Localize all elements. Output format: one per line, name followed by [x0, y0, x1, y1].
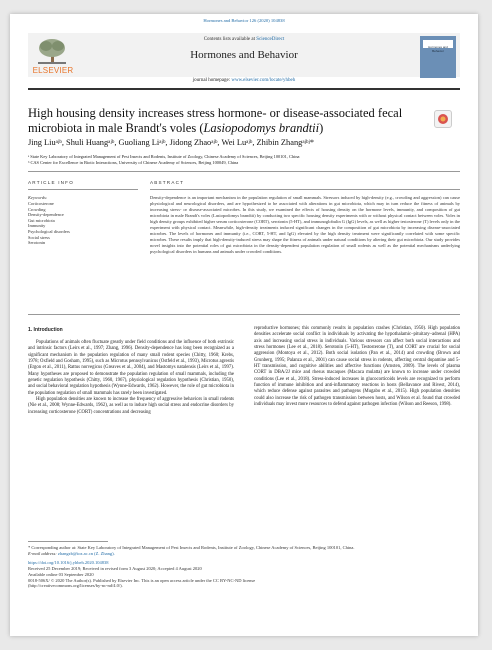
corresponding-author-note: * Corresponding author at: State Key Laboratory of Integrated Management of Pest Insects and Rodents, Institute of Zoology, Chinese Academy of Sciences, Beijing 100101, China.	[28, 545, 355, 550]
abstract-text: Density-dependence is an important mechanism in the population regulation of small mammals. Stressors induced by high-density (e.g., crowding and aggression) can cause physiological and neurological disorders, and are hypothesized to be associated with alterations in gut microbiota, which may in turn reduce the fitness of animals by increasing stress- or disease-associated microbes. In this study, we examined the effects of housing density on the hormone levels, immunity, and composition of gut microbiota in male Brandt's voles (Lasiopodomys brandtii) by conducting two specific housing density experiments with or without physical contact between voles. Voles in high density groups exhibited higher serum corticosterone (CORT), serotonin (5-HT), and immunoglobulin G (IgG) levels, as well as higher testosterone (T) levels only in the experiment with physical contact. Meanwhile, high-density treatments induced significant changes in the composition of gut microbiota by increasing disease-associated microbes. The levels of hormones and immunity (i.e., CORT, 5-HT, and IgG) elevated by the high density treatment were significantly correlated with some specific microbes. These results imply that high-density-induced stress may shape the fitness of animals under natural conditions by altering their gut microbiota. Our study provides novel insights into the potential roles of gut microbiota in the density-dependent population regulation of small rodents as well as the potential mechanisms underlying psychological disorders in humans and animals under crowded conditions.	[150, 195, 460, 255]
keyword: Corticosterone	[28, 201, 54, 206]
keyword: Immunity	[28, 223, 46, 229]
journal-name: Hormones and Behavior	[190, 49, 298, 61]
received-dates: Received 25 December 2019; Received in revised form 3 August 2020; Accepted 4 August 2020	[28, 565, 202, 571]
body-paragraph: Populations of animals often fluctuate greatly under field conditions and the influence of both extrinsic and intrinsic factors (Leirs et al., 1997; Zhang, 1996). Density-dependence has long been recognized as a significant mechanism in the population regulation of many small rodent species (Chitty, 1960; Krebs, 1978; Oxfield and Gosham, 1995), such as Microtus pennsylvanicus (Ostfeld et al., 1993), Microtus agrestis (Ergon et al., 2011), Rattus norvegicus (Greaves et al., 2004), and Mastomys natalensis (Leirs et al., 1997). Many hypotheses are proposed to demonstrate the population regulation of small mammals, including the genetic regulation hypothesis (Chitty, 1960, 1967), physiological regulation hypothesis (Christian, 1950), and social behavioral regulation hypothesis (Wynne-Edwards, 1962). However, the role of gut microbiota in the population regulation of small mammals has rarely been investigated.	[28, 340, 234, 396]
divider-info	[28, 189, 138, 190]
keywords-label: Keywords:	[28, 195, 48, 200]
journal-citation-link[interactable]: Hormones and Behavior 126 (2020) 104838	[203, 18, 285, 23]
affiliations	[28, 154, 468, 165]
license-url[interactable]: (http://creativecommons.org/licenses/by-nc-nd/4.0/).	[28, 583, 123, 589]
license-statement: 0018-506X/ © 2020 The Author(s). Published by Elsevier Inc. This is an open access article under the CC BY-NC-ND license	[28, 577, 256, 583]
email-label: E-mail address:	[28, 550, 58, 556]
body-left-column	[28, 340, 234, 416]
crossmark-icon[interactable]	[434, 110, 452, 128]
sciencedirect-link[interactable]: ScienceDirect	[256, 37, 285, 42]
affiliation-a: ᵃ State Key Laboratory of Integrated Management of Pest Insects and Rodents, Institute of Zoology, Chinese Academy of Sciences, Beijing 100101, China	[28, 154, 300, 159]
journal-cover-thumbnail[interactable]	[420, 36, 456, 78]
divider-bottom	[28, 314, 460, 315]
keyword: Density-dependence	[28, 212, 64, 218]
article-page	[10, 14, 478, 636]
divider-abstract	[150, 189, 460, 190]
cover-title: Hormones and Behavior	[428, 45, 448, 53]
contents-prefix: Contents lists available at	[203, 37, 257, 42]
body-paragraph: High population densities are known to increase the frequency of aggressive behaviors in small rodents (Nie et al., 2008; Wynne-Edwards, 1962), as well as to induce high social stress and endocrine disorders by increasing corticosterone (CORT) concentrations and decreasing	[28, 397, 234, 415]
keyword: Gut microbiota	[28, 217, 55, 223]
contents-line	[28, 37, 460, 42]
section-heading-introduction: 1. Introduction	[28, 327, 63, 333]
journal-homepage-link[interactable]: www.elsevier.com/locate/yhbeh	[231, 78, 296, 83]
journal-homepage-line	[28, 78, 460, 83]
footnotes	[28, 545, 460, 589]
keyword: Social stress	[28, 234, 50, 240]
article-title	[28, 106, 408, 135]
journal-header	[28, 33, 460, 77]
affiliation-b: ᵇ CAS Center for Excellence in Biotic Interactions, University of Chinese Academy of Sciences, Beijing 100049, China	[28, 159, 239, 165]
author-list: Jing Liuᵃʲᵇ, Shuli Huangᵃʲᵇ, Guoliang Liᵃʲᵇ, Jidong Zhaoᵃʲᵇ, Wei Luᵃʲᵇ, Zhibin Zhangᵃʲᵇʲ*	[28, 138, 315, 147]
doi-link[interactable]: https://doi.org/10.1016/j.yhbeh.2020.104838	[28, 559, 109, 565]
title-species: Lasiopodomys brandtii	[203, 120, 320, 135]
publisher-name: ELSEVIER	[32, 66, 74, 75]
article-info-heading: ARTICLE INFO	[28, 180, 74, 185]
divider-top	[28, 171, 460, 172]
homepage-prefix: journal homepage:	[192, 78, 232, 83]
author-email-link[interactable]: zhangzb@ioz.ac.cn (Z. Zhang).	[57, 550, 115, 556]
header-rule	[28, 88, 460, 90]
keyword: Crowding	[28, 206, 46, 212]
cover-label-area	[423, 40, 453, 53]
footnote-rule	[28, 541, 108, 542]
crossmark-glyph	[435, 111, 451, 127]
keyword: Serotonin	[28, 240, 46, 246]
abstract-heading: ABSTRACT	[150, 180, 185, 185]
title-line-1: High housing density increases stress hormone- or disease-associated fecal	[28, 106, 403, 120]
keywords-list	[28, 201, 118, 246]
title-line-2-prefix: microbiota in male Brandt's voles (	[28, 120, 204, 135]
keyword: Psychological disorders	[28, 228, 70, 234]
title-line-2-suffix: )	[319, 120, 324, 135]
body-right-column	[254, 326, 460, 408]
body-paragraph: reproductive hormones; this commonly results in population crashes (Christian, 1950). High population densities accelerate social conflict in individuals by activating the hypothalamic–pituitary–adrenal (HPA) axis and increasing social stress in individuals. Various stressors can affect both social interactions and stress hormones (Lee et al., 2018). Serotonin (5-HT), Testosterone (T), and CORT are crucial for social aggression (Montoya et al., 2012). Both social isolation (Pan et al., 2014) and crowding (Brown and Grunberg, 1995; Palanza et al., 2001) can cause social stress in rodents, affecting central dopamine and 5-HT transmission, and cognitive abilities and affective functions (Arnsten, 2009). The levels of plasma CORT in DBA/2J mice and rhesus macaques (Macaca mulatta) are known to increase under crowded conditions (Lee et al., 2018). Stress-induced increases in glucocorticoids levels are recognized to perform function of immune inhibition and anti-inflammatory reactions in hosts (Bellavance and Rivest, 2014), which reduce defense against parasites and pathogens (Mugabo et al., 2015). High population densities could also increase the risk of pathogen transmission between hosts, and Wilson et al. found that crowded individuals may invest more resources to defend against pathogen infection (Wilson and Reeson, 1998).	[254, 326, 460, 408]
available-online: Available online 03 September 2020	[28, 571, 94, 577]
